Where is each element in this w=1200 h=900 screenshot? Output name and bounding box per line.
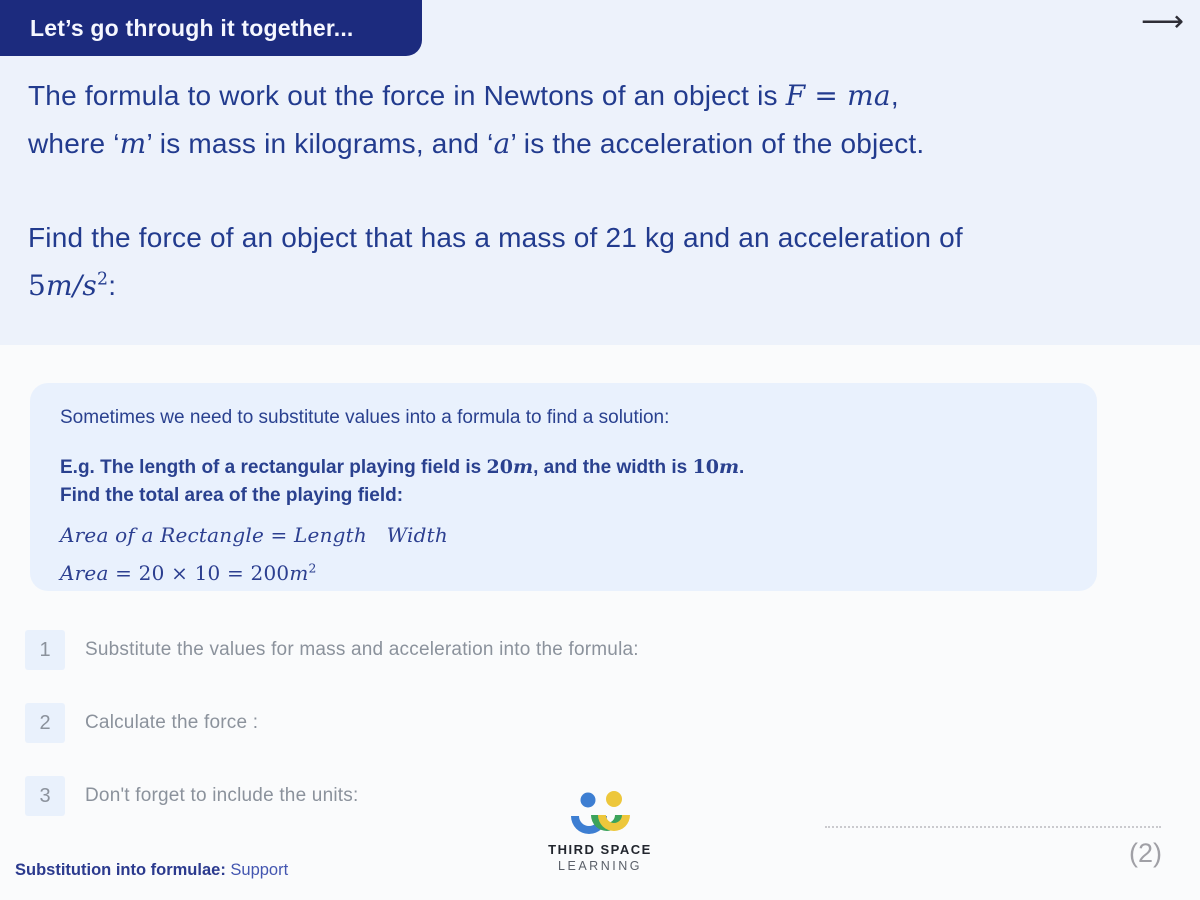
step-1-number: 1 <box>25 630 65 670</box>
step-3-number: 3 <box>25 776 65 816</box>
var-a: a <box>493 127 511 160</box>
step-1 <box>25 630 639 670</box>
marks-badge: (2) <box>1129 838 1162 868</box>
step-1-label: Substitute the values for mass and acceleration into the formula: <box>85 639 639 660</box>
logo-text-line1: THIRD SPACE <box>548 842 652 857</box>
step-3-label: Don't forget to include the units: <box>85 785 359 806</box>
lesson-title-topic: Substitution into formulae: <box>15 861 226 879</box>
question-text: Find the force of an object that has a mass of 21 kg and an acceleration of <box>28 222 963 253</box>
step-3 <box>25 776 358 816</box>
formula-f-ma: F = ma <box>785 79 891 112</box>
example-question: E.g. The length of a rectangular playing field is 20m, and the width is 10m. Find the total area of the playing field: <box>60 456 745 506</box>
intro-paragraph: The formula to work out the force in Newtons of an object is F = ma, where ‘m’ is mass in kilograms, and ‘a’ is the acceleration of the object. <box>28 79 925 160</box>
area-calculation: Area = $20 \times 10 = 200m^2$ <box>60 560 317 585</box>
logo-people-icon <box>567 790 633 838</box>
answer-dotted-line <box>825 826 1161 828</box>
intro-text: The formula to work out the force in Newtons of an object is <box>28 80 786 111</box>
step-2 <box>25 703 258 743</box>
step-2-number: 2 <box>25 703 65 743</box>
banner-label: Let’s go through it together... <box>30 14 354 41</box>
third-space-learning-logo <box>538 790 662 873</box>
next-arrow-icon[interactable]: ⟶ <box>1140 5 1184 38</box>
question-paragraph: Find the force of an object that has a mass of 21 kg and an acceleration of $5m/s^2$: <box>28 222 963 302</box>
example-box <box>30 383 1097 591</box>
logo-text-line2: LEARNING <box>558 859 642 873</box>
example-intro: Sometimes we need to substitute values into a formula to find a solution: <box>60 407 670 428</box>
var-m: m <box>119 127 147 160</box>
area-formula: Area of a Rectangle = Length Width <box>60 523 448 547</box>
lesson-title-level: Support <box>225 861 289 879</box>
banner <box>0 0 422 56</box>
unit-m-per-s2: m/s <box>46 269 97 302</box>
lesson-title <box>15 861 288 880</box>
step-2-label: Calculate the force : <box>85 712 259 733</box>
